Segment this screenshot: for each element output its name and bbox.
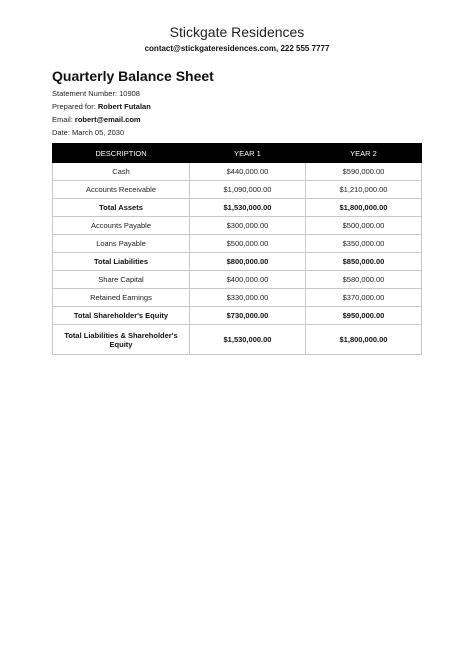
row-year-2: $580,000.00 — [306, 271, 422, 289]
row-year-2: $1,800,000.00 — [306, 199, 422, 217]
row-description: Share Capital — [53, 271, 190, 289]
company-contact: contact@stickgateresidences.com, 222 555 7777 — [144, 44, 330, 53]
table-row-total-liabilities — [53, 253, 422, 271]
company-name: Stickgate Residences — [169, 24, 305, 40]
row-description: Accounts Payable — [53, 217, 190, 235]
prepared-for-value: Robert Futalan — [97, 102, 151, 111]
row-year-2: $370,000.00 — [306, 289, 422, 307]
row-year-2: $1,210,000.00 — [306, 181, 422, 199]
prepared-for-line — [52, 102, 151, 111]
balance-sheet-table — [52, 143, 422, 355]
statement-number-line — [52, 89, 140, 98]
statement-number-label: Statement Number: — [52, 89, 120, 98]
row-year-1: $500,000.00 — [190, 235, 306, 253]
column-header-year-2: YEAR 2 — [306, 144, 422, 163]
row-description: Total Liabilities & Shareholder's Equity — [53, 325, 190, 355]
document-title: Quarterly Balance Sheet — [52, 68, 214, 84]
row-description: Cash — [53, 163, 190, 181]
table-row — [53, 289, 422, 307]
table-row — [53, 235, 422, 253]
row-year-1: $1,530,000.00 — [190, 199, 306, 217]
row-year-1: $800,000.00 — [190, 253, 306, 271]
row-year-1: $1,530,000.00 — [190, 325, 306, 355]
date-label: Date: — [52, 128, 73, 137]
table-row — [53, 271, 422, 289]
column-header-description: DESCRIPTION — [53, 144, 190, 163]
row-year-2: $350,000.00 — [306, 235, 422, 253]
row-year-1: $440,000.00 — [190, 163, 306, 181]
email-value: robert@email.com — [74, 115, 141, 124]
email-label: Email: — [52, 115, 75, 124]
row-year-1: $1,090,000.00 — [190, 181, 306, 199]
row-year-2: $850,000.00 — [306, 253, 422, 271]
row-year-2: $1,800,000.00 — [306, 325, 422, 355]
table-row — [53, 181, 422, 199]
table-row-grand-total — [53, 325, 422, 355]
row-year-1: $300,000.00 — [190, 217, 306, 235]
table-row-total-assets — [53, 199, 422, 217]
row-year-2: $590,000.00 — [306, 163, 422, 181]
row-year-2: $500,000.00 — [306, 217, 422, 235]
row-description: Total Assets — [53, 199, 190, 217]
row-year-1: $730,000.00 — [190, 307, 306, 325]
table-row — [53, 163, 422, 181]
column-header-year-1: YEAR 1 — [190, 144, 306, 163]
date-line — [52, 128, 124, 137]
row-description: Loans Payable — [53, 235, 190, 253]
table-row — [53, 217, 422, 235]
statement-number-value: 10908 — [119, 89, 140, 98]
row-description: Retained Earnings — [53, 289, 190, 307]
row-year-2: $950,000.00 — [306, 307, 422, 325]
prepared-for-label: Prepared for: — [52, 102, 98, 111]
email-line — [52, 115, 141, 124]
row-year-1: $400,000.00 — [190, 271, 306, 289]
row-description: Accounts Receivable — [53, 181, 190, 199]
row-description: Total Shareholder's Equity — [53, 307, 190, 325]
table-header-row — [53, 144, 422, 163]
table-row-total-equity — [53, 307, 422, 325]
date-value: March 05, 2030 — [72, 128, 125, 137]
row-year-1: $330,000.00 — [190, 289, 306, 307]
row-description: Total Liabilities — [53, 253, 190, 271]
